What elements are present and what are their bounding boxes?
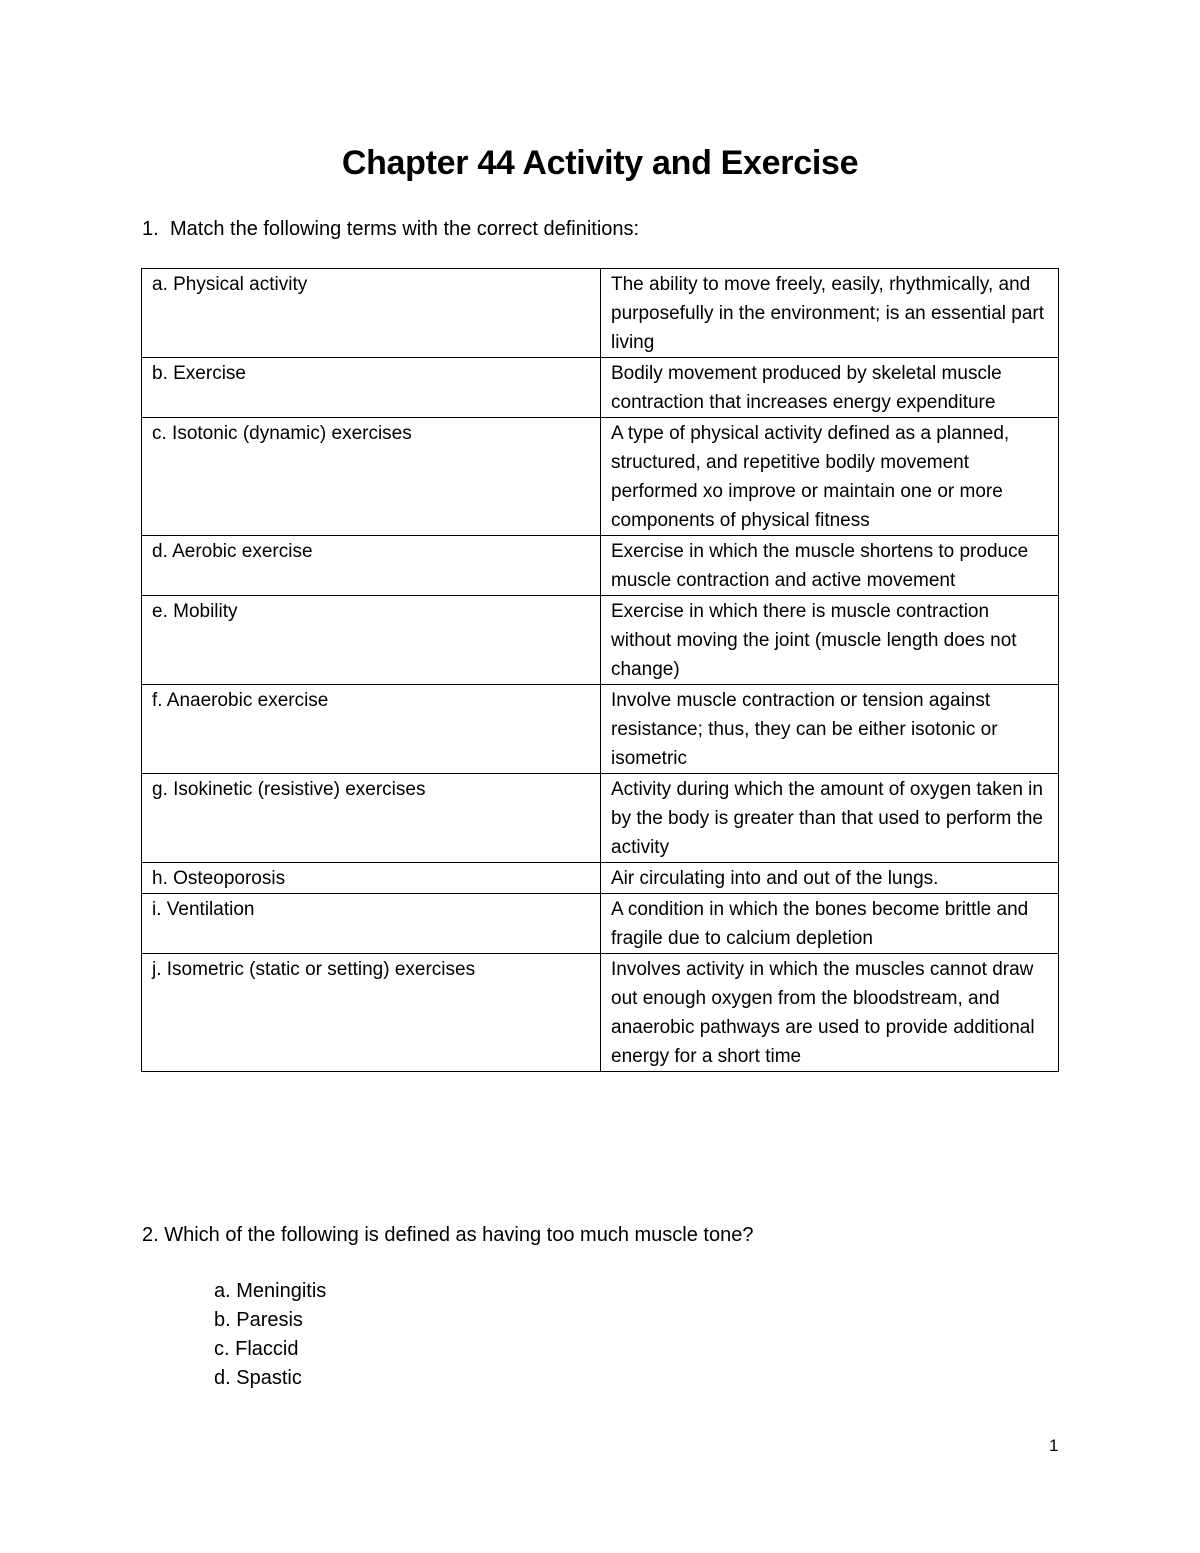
question-2-text: 2. Which of the following is defined as having too much muscle tone? <box>142 1224 754 1246</box>
table-row <box>142 269 1059 358</box>
term-cell: e. Mobility <box>142 596 601 685</box>
term-cell: f. Anaerobic exercise <box>142 685 601 774</box>
table-row <box>142 596 1059 685</box>
definition-cell: A type of physical activity defined as a planned, structured, and repetitive bodily movement performed xo improve or maintain one or more components of physical fitness <box>601 418 1059 536</box>
definition-cell: Exercise in which the muscle shortens to produce muscle contraction and active movement <box>601 536 1059 596</box>
definition-cell: A condition in which the bones become brittle and fragile due to calcium depletion <box>601 894 1059 954</box>
term-cell: h. Osteoporosis <box>142 863 601 894</box>
definition-cell: Involve muscle contraction or tension against resistance; thus, they can be either isotonic or isometric <box>601 685 1059 774</box>
table-row <box>142 536 1059 596</box>
term-cell: a. Physical activity <box>142 269 601 358</box>
term-cell: d. Aerobic exercise <box>142 536 601 596</box>
answer-option: a. Meningitis <box>214 1280 327 1302</box>
term-cell: j. Isometric (static or setting) exercises <box>142 954 601 1072</box>
page-title: Chapter 44 Activity and Exercise <box>341 144 859 182</box>
answer-option: b. Paresis <box>214 1309 303 1331</box>
definition-cell: Involves activity in which the muscles cannot draw out enough oxygen from the bloodstream, and anaerobic pathways are used to provide additional energy for a short time <box>601 954 1059 1072</box>
question-1-number: 1. <box>142 218 159 240</box>
term-cell: b. Exercise <box>142 358 601 418</box>
table-row <box>142 774 1059 863</box>
matching-table <box>141 268 1059 1072</box>
definition-cell: Air circulating into and out of the lungs. <box>601 863 1059 894</box>
definition-cell: The ability to move freely, easily, rhythmically, and purposefully in the environment; is an essential part living <box>601 269 1059 358</box>
answer-option: c. Flaccid <box>214 1338 299 1360</box>
definition-cell: Activity during which the amount of oxygen taken in by the body is greater than that used to perform the activity <box>601 774 1059 863</box>
table-row <box>142 954 1059 1072</box>
table-row <box>142 358 1059 418</box>
question-2-options <box>214 1277 326 1393</box>
table-row <box>142 863 1059 894</box>
table-row <box>142 418 1059 536</box>
definition-cell: Exercise in which there is muscle contraction without moving the joint (muscle length does not change) <box>601 596 1059 685</box>
definition-cell: Bodily movement produced by skeletal muscle contraction that increases energy expenditure <box>601 358 1059 418</box>
term-cell: i. Ventilation <box>142 894 601 954</box>
page-number: 1 <box>1049 1436 1059 1455</box>
term-cell: c. Isotonic (dynamic) exercises <box>142 418 601 536</box>
term-cell: g. Isokinetic (resistive) exercises <box>142 774 601 863</box>
answer-option: d. Spastic <box>214 1367 302 1389</box>
table-row <box>142 894 1059 954</box>
table-row <box>142 685 1059 774</box>
question-1-text: Match the following terms with the correct definitions: <box>170 218 640 240</box>
question-1 <box>142 218 639 241</box>
